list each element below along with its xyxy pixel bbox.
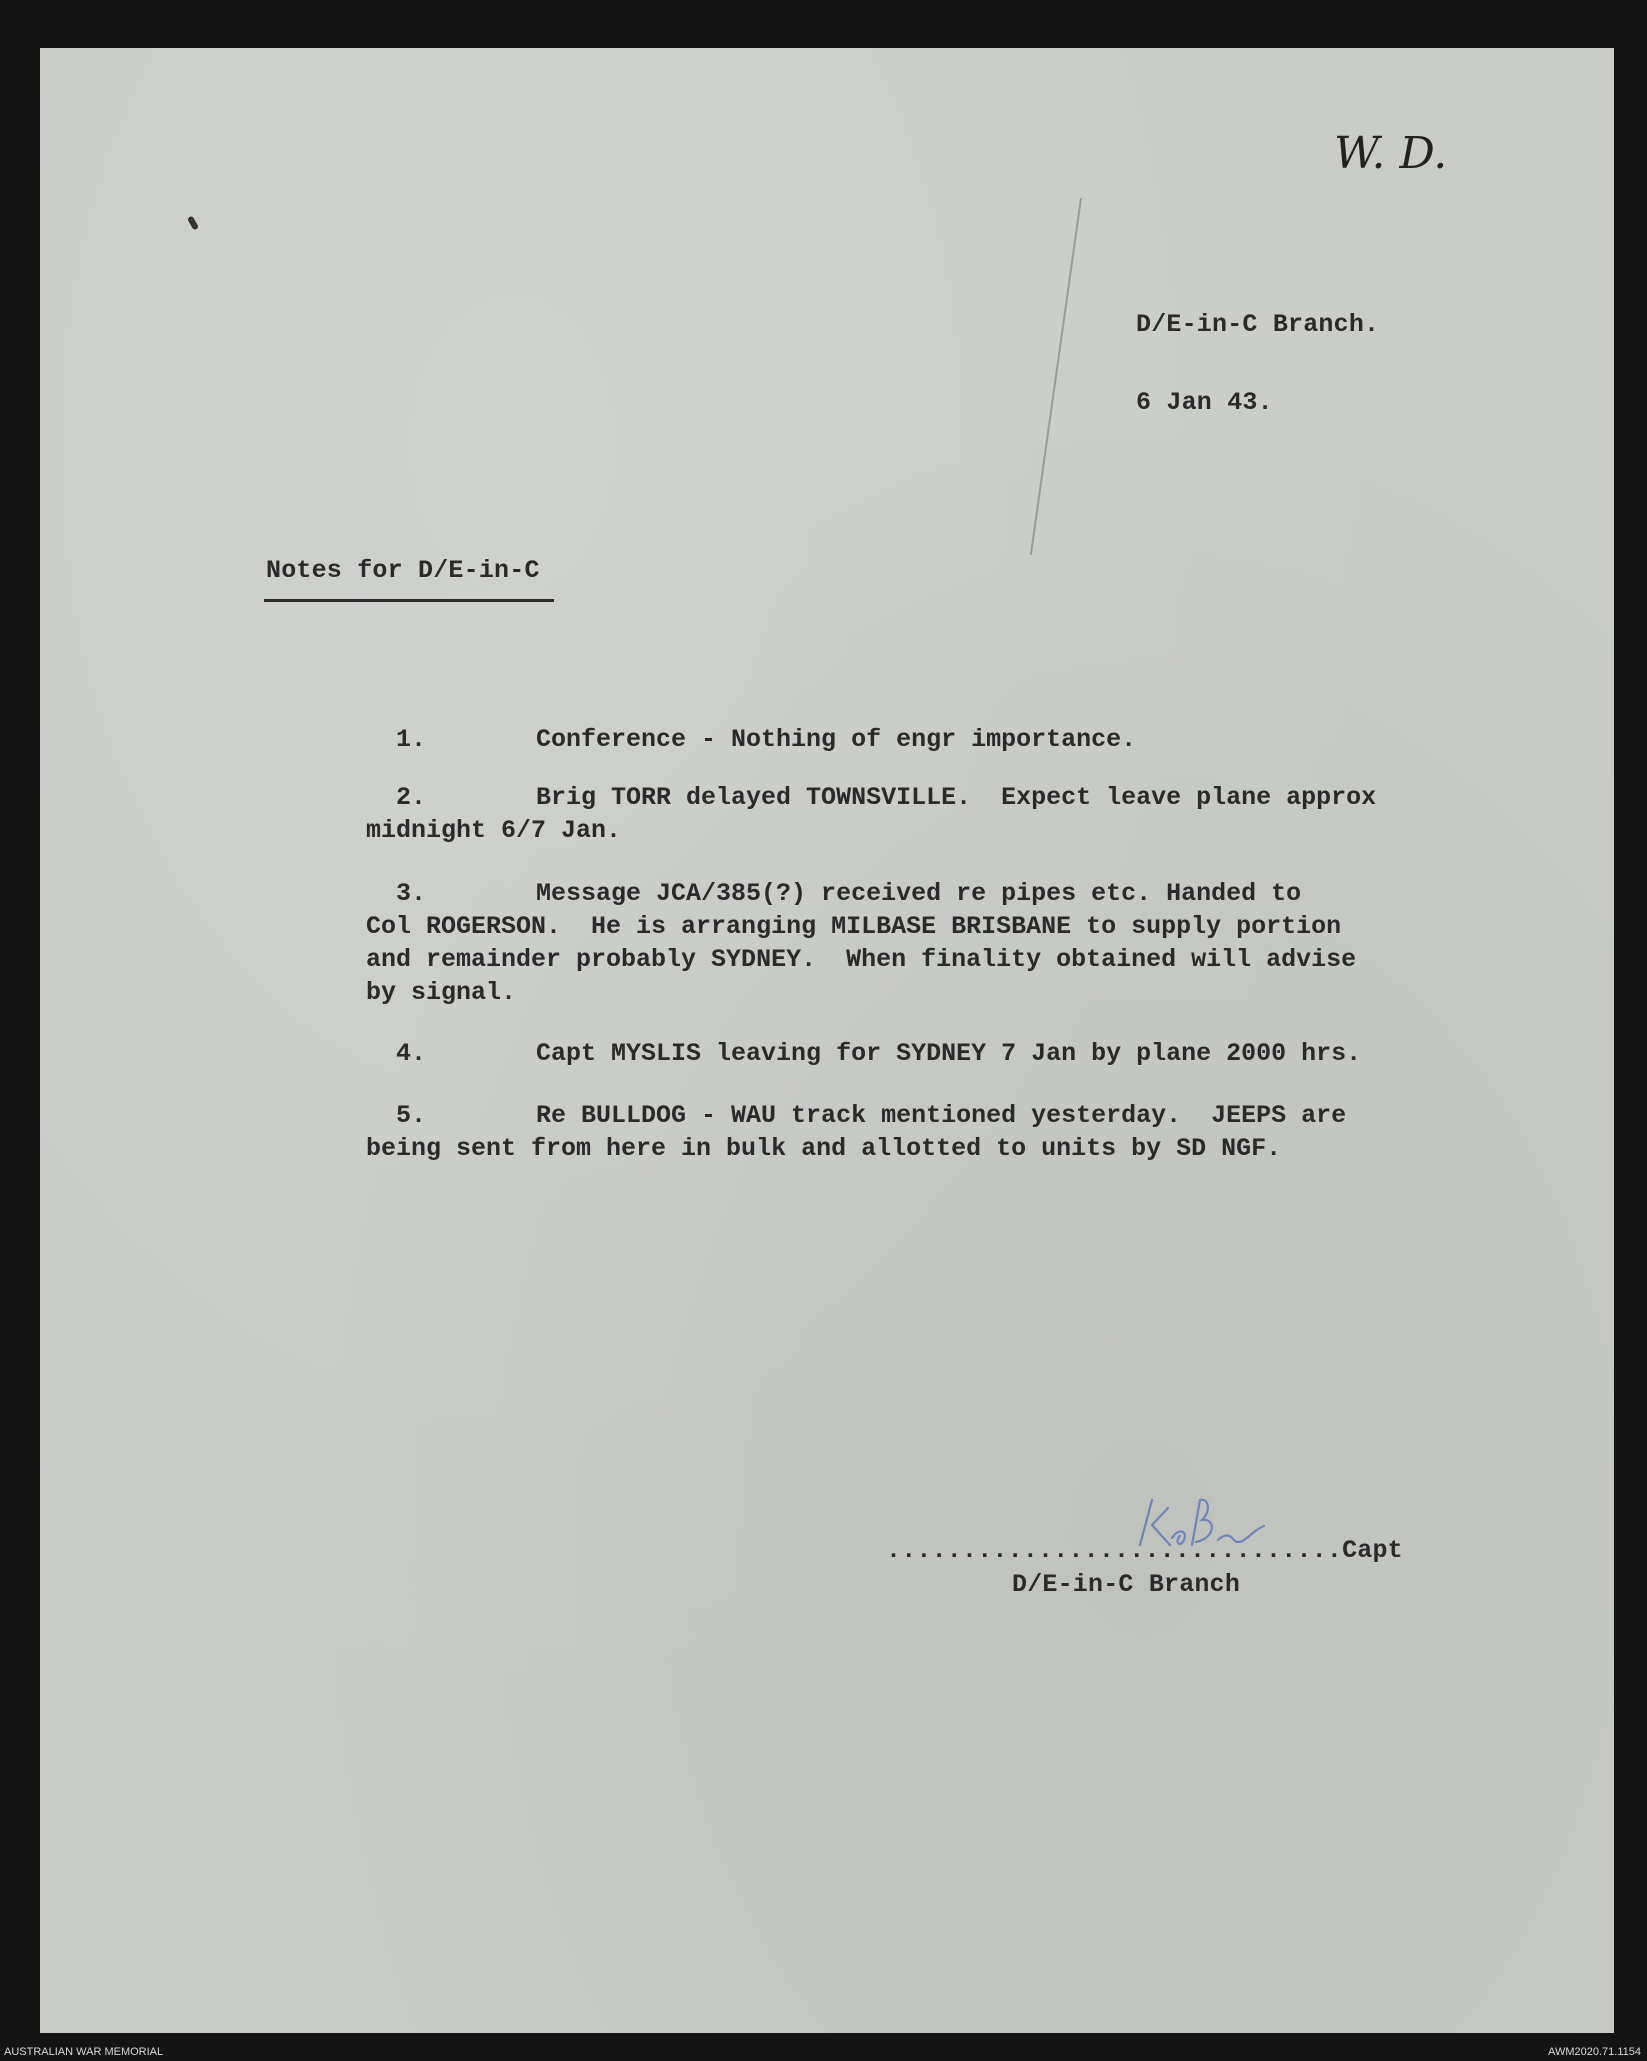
paper-crease: [1030, 198, 1082, 555]
footer-right: AWM2020.71.1154: [1548, 2046, 1641, 2058]
item-continuation: being sent from here in bulk and allotted to units by SD NGF.: [366, 1134, 1282, 1163]
list-item-5: [366, 1066, 1426, 1165]
item-text: Message JCA/385(?) received re pipes etc. Handed to: [536, 879, 1302, 908]
item-number: 5.: [396, 1101, 427, 1130]
signature-unit: D/E-in-C Branch: [1012, 1570, 1241, 1599]
item-number: 1.: [396, 725, 427, 754]
header-branch: D/E-in-C Branch.: [1136, 310, 1380, 339]
item-number: 3.: [396, 879, 427, 908]
item-continuation: midnight 6/7 Jan.: [366, 816, 622, 845]
page-title: Notes for D/E-in-C: [266, 556, 540, 585]
item-text: Brig TORR delayed TOWNSVILLE. Expect leave plane approx: [536, 783, 1377, 812]
list-item-3: [366, 844, 1426, 1009]
paper-speck: [187, 215, 199, 230]
list-item-1: [366, 690, 1426, 756]
item-number: 2.: [396, 783, 427, 812]
list-item-4: [366, 1004, 1426, 1070]
item-number: 4.: [396, 1039, 427, 1068]
handwritten-mark: W. D.: [1334, 128, 1448, 179]
item-text: Capt MYSLIS leaving for SYDNEY 7 Jan by plane 2000 hrs.: [536, 1039, 1362, 1068]
header-date: 6 Jan 43.: [1136, 388, 1273, 417]
item-text: Re BULLDOG - WAU track mentioned yesterday. JEEPS are: [536, 1101, 1347, 1130]
title-underline: [264, 599, 554, 602]
item-continuation: Col ROGERSON. He is arranging MILBASE BRISBANE to supply portion and remainder probably SYDNEY. When finality obtained will advise by signal.: [366, 912, 1357, 1007]
signature-line: ..............................Capt: [886, 1536, 1403, 1565]
footer-left: AUSTRALIAN WAR MEMORIAL: [4, 2046, 164, 2058]
item-text: Conference - Nothing of engr importance.: [536, 725, 1137, 754]
list-item-2: [366, 748, 1426, 847]
